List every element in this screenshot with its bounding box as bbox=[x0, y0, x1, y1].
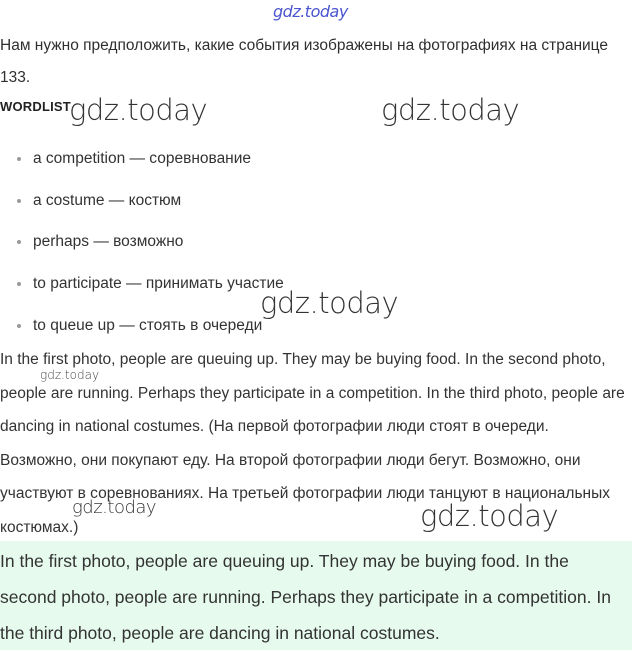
watermark: gdz.today bbox=[420, 499, 559, 533]
list-item: perhaps — возможно bbox=[0, 221, 284, 263]
word-list bbox=[0, 138, 284, 346]
watermark: gdz.today bbox=[260, 286, 399, 320]
watermark: gdz.today bbox=[69, 93, 208, 127]
list-item: to participate — принимать участие bbox=[0, 263, 284, 305]
answer-box bbox=[0, 541, 632, 650]
watermark-top: gdz.today bbox=[273, 2, 348, 21]
answer-text: In the first photo, people are queuing up. They may be buying food. In the second photo, people are running. Perhaps they participate in a competition. In the third photo, people are dancing in national costumes. bbox=[0, 551, 611, 643]
intro-text: Нам нужно предположить, какие события изображены на фотографиях на странице 133. bbox=[0, 37, 608, 86]
wordlist-heading: WORDLIST bbox=[0, 99, 71, 114]
watermark: gdz.today bbox=[72, 497, 157, 518]
watermark: gdz.today bbox=[381, 93, 520, 127]
list-item: a competition — соревнование bbox=[0, 138, 284, 180]
list-item: a costume — костюм bbox=[0, 180, 284, 222]
watermark: gdz.today bbox=[40, 368, 100, 382]
list-item: to queue up — стоять в очереди bbox=[0, 305, 284, 347]
translation-paragraph: In the first photo, people are queuing up. They may be buying food. In the second photo, people are running. Perhaps they participate in a competition. In the third photo, people are dancing in national costumes. (На первой фотографии люди стоят в очереди. Возможно, они покупают еду. На второй фотографии люди бегут. Возможно, они участвуют в соревнованиях. На третьей фотографии люди танцуют в национальных костюмах.) bbox=[0, 351, 625, 536]
